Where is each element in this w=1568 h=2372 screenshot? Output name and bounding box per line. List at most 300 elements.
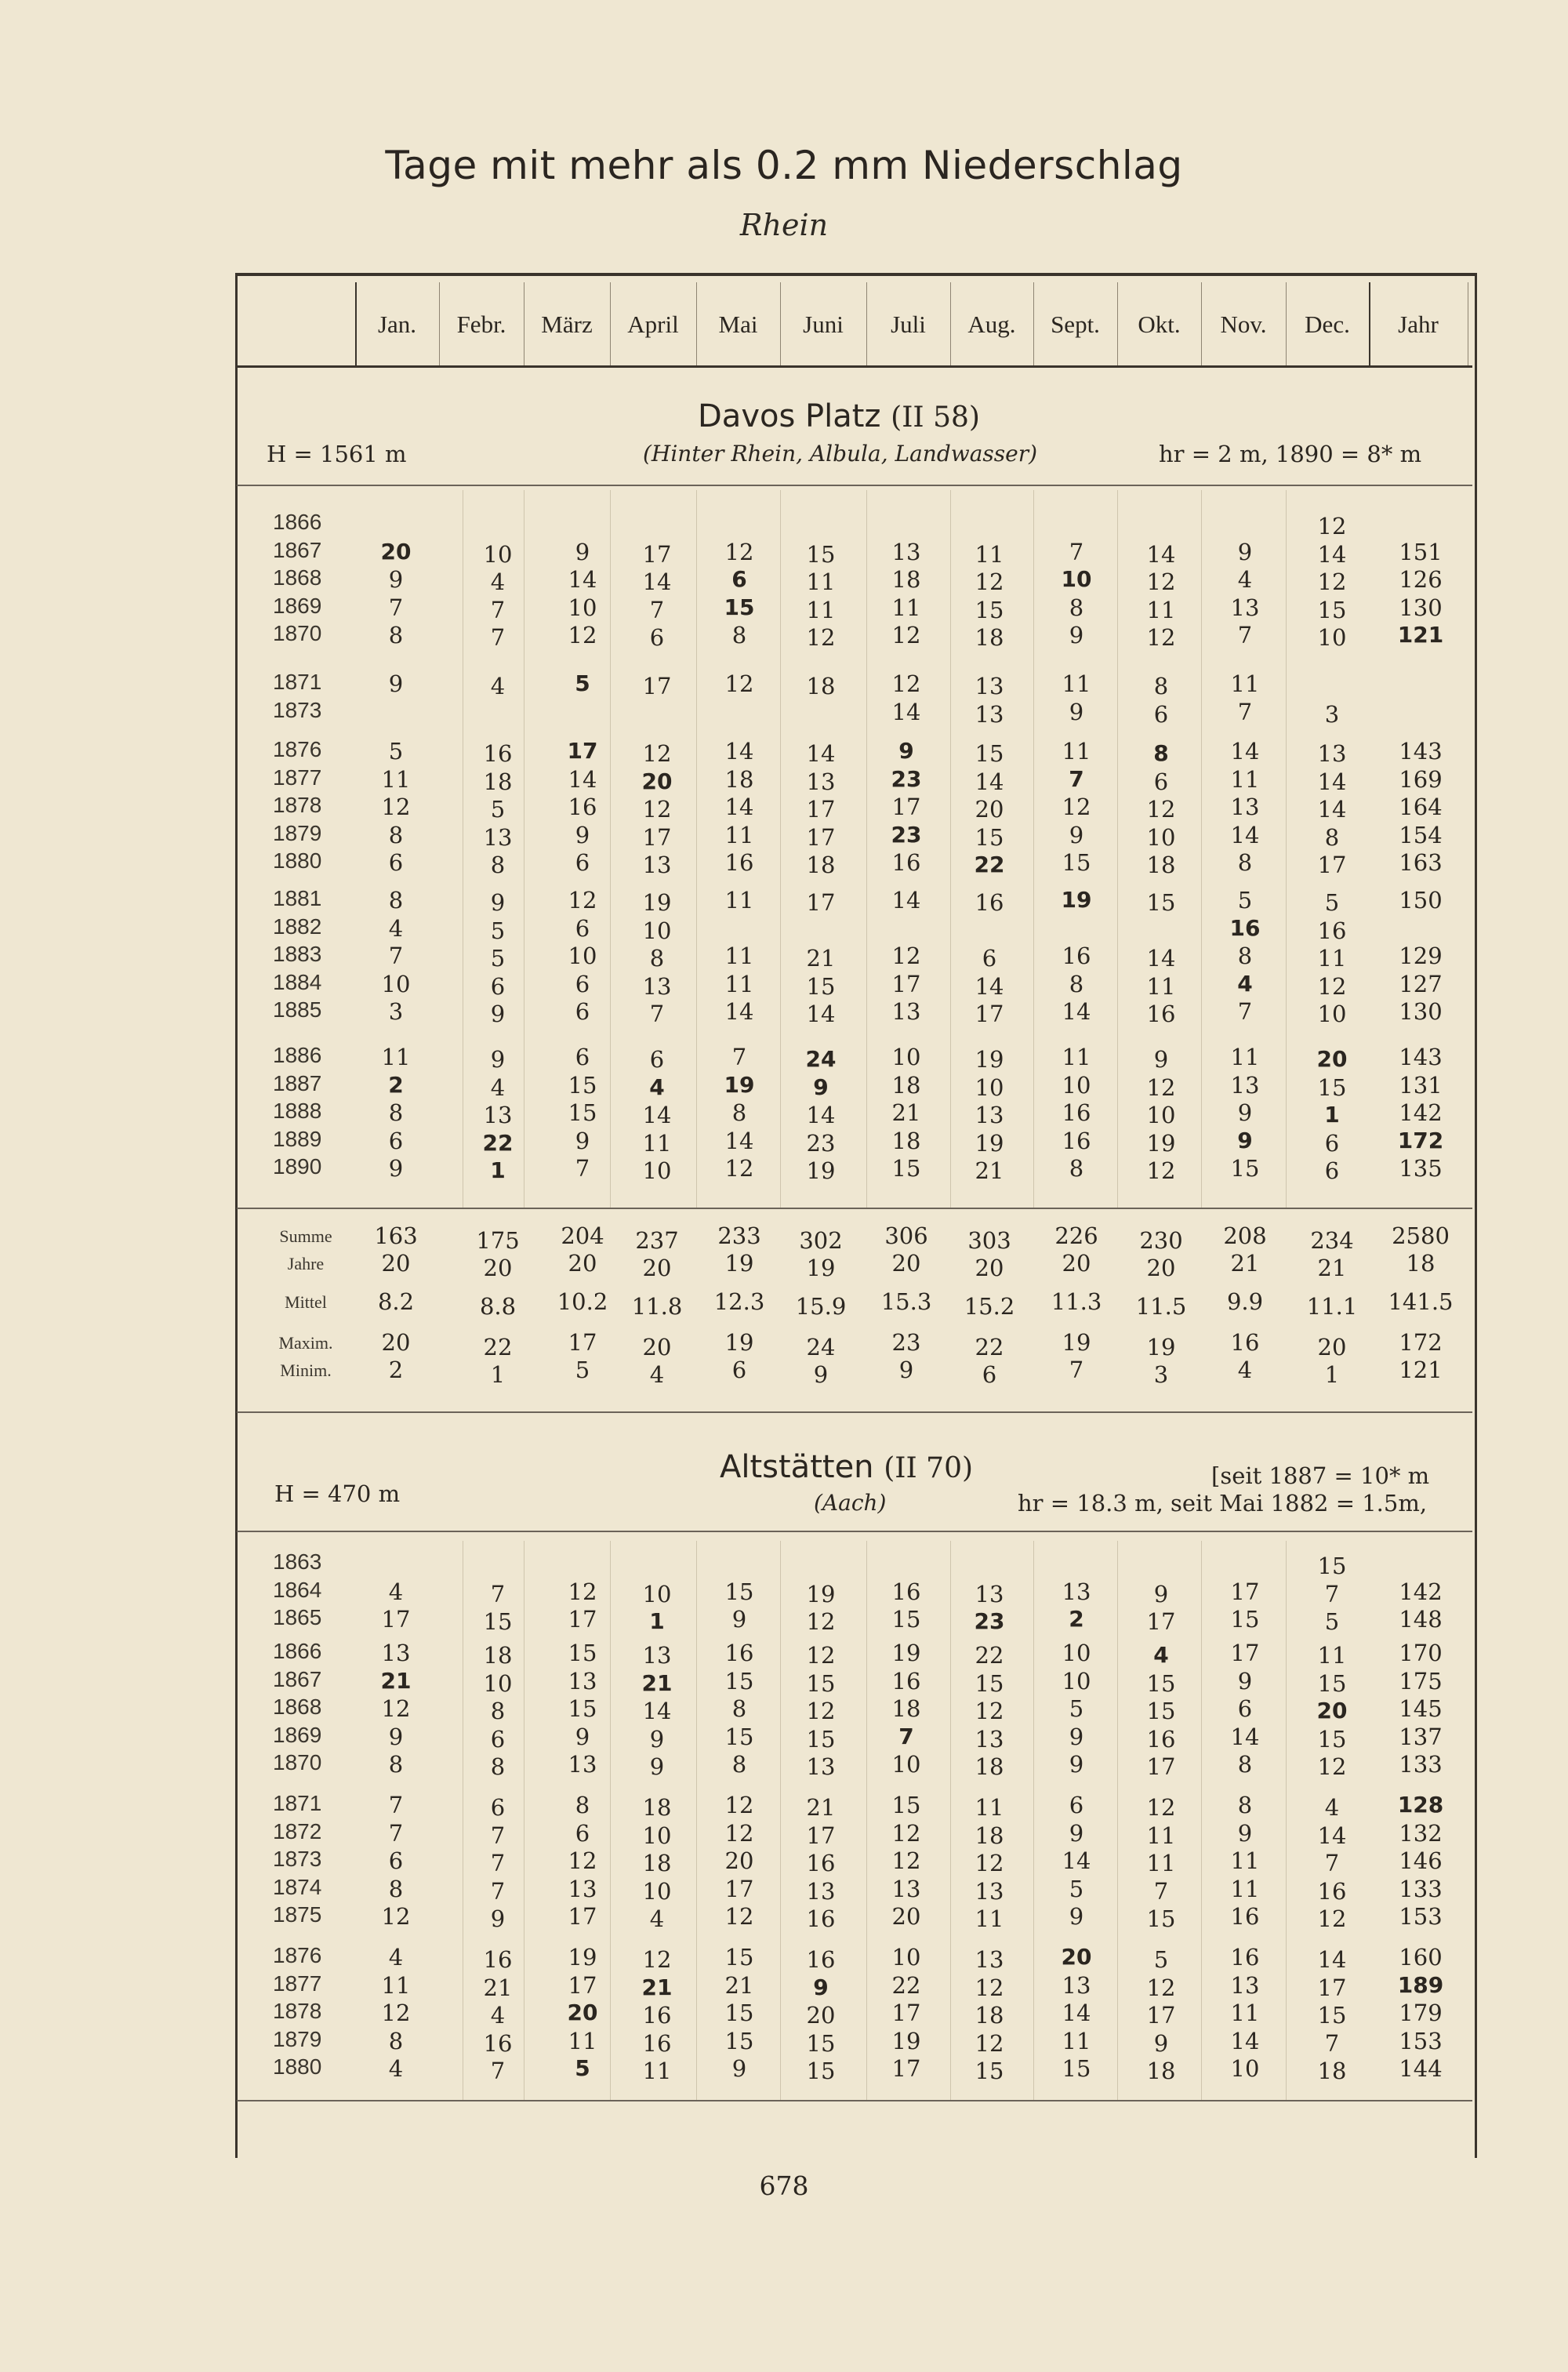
table-cell: 7 xyxy=(490,1877,506,1905)
station-1-height: H = 1561 m xyxy=(267,441,407,467)
table-cell: 17 xyxy=(567,738,598,764)
table-cell: 4 xyxy=(649,1361,665,1388)
column-header: Aug. xyxy=(967,311,1016,338)
table-cell: 15 xyxy=(568,1099,597,1126)
table-cell: 16 xyxy=(1062,943,1091,969)
table-cell: 18 xyxy=(975,1753,1004,1780)
table-cell: 4 xyxy=(649,1073,665,1100)
table-cell: 14 xyxy=(806,740,836,767)
table-cell: 19 xyxy=(806,1157,836,1184)
table-cell: 21 xyxy=(975,1157,1004,1184)
table-cell: 9 xyxy=(575,821,590,848)
column-guide xyxy=(1286,1541,1287,2100)
table-cell: 15.9 xyxy=(795,1293,847,1320)
table-cell: 5 xyxy=(575,1357,590,1383)
table-cell: 9 xyxy=(898,1357,914,1383)
table-cell: 14 xyxy=(806,1102,836,1128)
table-cell: 16 xyxy=(483,1946,513,1973)
table-cell: 15 xyxy=(568,1695,597,1722)
table-cell: 12 xyxy=(1317,1905,1347,1932)
table-cell: 13 xyxy=(975,673,1004,699)
table-cell: 15 xyxy=(1317,2002,1347,2029)
table-cell: 24 xyxy=(806,1334,836,1360)
table-cell: 2580 xyxy=(1392,1222,1450,1249)
table-cell: 11 xyxy=(1317,945,1347,972)
table-cell: 15 xyxy=(975,1669,1004,1697)
table-cell: 13 xyxy=(975,1877,1004,1905)
table-cell: 9 xyxy=(813,1361,829,1388)
table-cell: 8 xyxy=(1237,1751,1253,1778)
table-cell: 19 xyxy=(891,2027,921,2054)
table-cell: 18 xyxy=(891,1695,921,1722)
table-cell: 19 xyxy=(975,1046,1004,1073)
table-cell: 130 xyxy=(1399,594,1443,621)
table-cell: 130 xyxy=(1399,998,1443,1025)
table-cell: 11 xyxy=(891,594,921,621)
table-cell: 7 xyxy=(490,1822,506,1849)
column-guide xyxy=(696,1541,697,2100)
table-cell: 18 xyxy=(483,768,513,795)
table-cell: 17 xyxy=(891,970,921,997)
header-rule xyxy=(237,365,1472,368)
year-label: 1890 xyxy=(273,1154,322,1179)
page-title: Tage mit mehr als 0.2 mm Niederschlag xyxy=(385,143,1183,188)
table-cell: 6 xyxy=(490,972,506,1000)
table-cell: 11 xyxy=(642,1129,672,1157)
table-cell: 12 xyxy=(1146,796,1176,823)
column-guide xyxy=(780,490,781,1208)
column-guide xyxy=(1286,490,1287,1208)
table-cell: 14 xyxy=(642,1698,672,1724)
table-cell: 303 xyxy=(967,1227,1011,1254)
table-cell: 2 xyxy=(1069,1606,1084,1632)
table-cell: 19 xyxy=(642,889,672,916)
table-cell: 16 xyxy=(1230,1329,1260,1356)
station-1-rule xyxy=(237,485,1472,486)
table-cell: 11 xyxy=(1062,670,1091,697)
year-label: 1876 xyxy=(273,737,322,761)
table-cell: 10 xyxy=(891,1944,921,1971)
table-cell: 5 xyxy=(1153,1946,1169,1973)
year-label: 1863 xyxy=(273,1549,322,1574)
table-cell: 20 xyxy=(1061,1944,1092,1970)
summary-label: Minim. xyxy=(280,1360,332,1380)
column-guide xyxy=(610,1541,611,2100)
table-cell: 128 xyxy=(1397,1792,1444,1818)
table-cell: 13 xyxy=(806,1753,836,1780)
table-cell: 160 xyxy=(1399,1944,1443,1971)
table-cell: 12 xyxy=(1062,794,1091,820)
table-cell: 11 xyxy=(975,1794,1004,1821)
table-cell: 9 xyxy=(1069,622,1084,648)
table-cell: 7 xyxy=(490,624,506,651)
table-cell: 11 xyxy=(1062,738,1091,765)
table-cell: 9 xyxy=(1153,1046,1169,1073)
table-cell: 12 xyxy=(1317,972,1347,1000)
table-cell: 20 xyxy=(1317,1334,1347,1360)
table-cell: 144 xyxy=(1399,2055,1443,2082)
table-cell: 10 xyxy=(642,1157,672,1184)
table-cell: 17 xyxy=(806,823,836,851)
year-label: 1881 xyxy=(273,886,322,910)
table-cell: 17 xyxy=(891,794,921,820)
table-cell: 12 xyxy=(724,538,754,565)
table-cell: 121 xyxy=(1397,622,1444,648)
table-cell: 10 xyxy=(1062,1640,1091,1666)
table-cell: 23 xyxy=(891,821,922,848)
table-cell: 175 xyxy=(1399,1667,1443,1695)
table-cell: 2 xyxy=(388,1357,404,1383)
table-cell: 18 xyxy=(806,673,836,699)
table-cell: 19 xyxy=(724,1329,754,1356)
year-label: 1873 xyxy=(273,697,322,722)
table-cell: 18 xyxy=(1146,2058,1176,2084)
table-cell: 12 xyxy=(724,670,754,697)
table-cell: 14 xyxy=(1062,2000,1091,2026)
table-cell: 16 xyxy=(642,2029,672,2057)
table-cell: 20 xyxy=(641,768,673,794)
table-cell: 8 xyxy=(388,887,404,914)
year-label: 1865 xyxy=(273,1605,322,1629)
table-cell: 17 xyxy=(568,1329,597,1356)
table-cell: 15 xyxy=(975,2058,1004,2084)
table-cell: 14 xyxy=(975,768,1004,795)
table-cell: 17 xyxy=(1230,1578,1260,1605)
table-cell: 20 xyxy=(483,1255,513,1281)
table-cell: 9 xyxy=(813,1073,829,1100)
table-cell: 16 xyxy=(806,1905,836,1932)
table-cell: 208 xyxy=(1223,1222,1267,1249)
table-cell: 9 xyxy=(575,538,590,565)
table-cell: 1 xyxy=(490,1157,506,1183)
column-header: Sept. xyxy=(1051,311,1100,338)
table-cell: 9 xyxy=(1069,1903,1084,1930)
table-cell: 126 xyxy=(1399,566,1443,593)
table-cell: 12 xyxy=(381,1903,411,1930)
table-cell: 15 xyxy=(724,1578,754,1605)
table-cell: 148 xyxy=(1399,1606,1443,1633)
table-cell: 4 xyxy=(490,1073,506,1101)
table-cell: 8 xyxy=(388,1751,404,1778)
table-cell: 10 xyxy=(1062,1071,1091,1099)
year-label: 1878 xyxy=(273,1999,322,2023)
table-cell: 15 xyxy=(806,1725,836,1753)
table-cell: 204 xyxy=(561,1222,604,1249)
column-guide xyxy=(866,1541,867,2100)
table-cell: 20 xyxy=(568,1250,597,1277)
year-label: 1867 xyxy=(273,1666,322,1691)
table-cell: 15 xyxy=(975,596,1004,623)
table-cell: 18 xyxy=(975,624,1004,651)
table-cell: 12 xyxy=(642,740,672,767)
table-cell: 12 xyxy=(1146,1073,1176,1101)
table-cell: 6 xyxy=(1153,768,1169,795)
table-cell: 15 xyxy=(975,823,1004,851)
year-label: 1886 xyxy=(273,1043,322,1067)
table-cell: 11 xyxy=(975,1905,1004,1932)
table-cell: 18 xyxy=(1146,852,1176,878)
table-cell: 16 xyxy=(891,849,921,876)
table-cell: 14 xyxy=(1317,768,1347,795)
table-cell: 163 xyxy=(1399,849,1443,876)
table-cell: 21 xyxy=(1317,1255,1347,1281)
table-cell: 12 xyxy=(891,1819,921,1847)
year-label: 1879 xyxy=(273,2026,322,2051)
table-cell: 1 xyxy=(490,1361,506,1388)
table-cell: 15 xyxy=(1062,849,1091,876)
table-cell: 13 xyxy=(642,1642,672,1669)
table-cell: 127 xyxy=(1399,970,1443,997)
table-cell: 8 xyxy=(1069,594,1084,621)
summary-label: Maxim. xyxy=(278,1333,333,1353)
table-cell: 11 xyxy=(1146,972,1176,1000)
table-cell: 4 xyxy=(649,1905,665,1932)
table-cell: 15 xyxy=(1317,1553,1347,1579)
table-cell: 154 xyxy=(1399,821,1443,848)
table-cell: 7 xyxy=(388,943,404,969)
table-cell: 12 xyxy=(975,568,1004,595)
table-cell: 15 xyxy=(1230,1155,1260,1182)
table-cell: 12 xyxy=(1146,568,1176,595)
table-cell: 12 xyxy=(724,1792,754,1818)
table-cell: 226 xyxy=(1054,1222,1098,1249)
column-header: Juli xyxy=(891,311,926,338)
table-cell: 12 xyxy=(891,943,921,969)
summary-label: Jahre xyxy=(287,1254,325,1273)
table-cell: 11 xyxy=(1317,1642,1347,1669)
table-cell: 9 xyxy=(1237,1099,1253,1126)
table-cell: 6 xyxy=(575,970,590,997)
table-cell: 16 xyxy=(483,740,513,767)
table-cell: 13 xyxy=(975,1946,1004,1973)
table-cell: 6 xyxy=(575,914,590,942)
table-cell: 15 xyxy=(1146,1698,1176,1724)
table-cell: 15 xyxy=(724,2000,754,2026)
table-cell: 9 xyxy=(898,738,914,764)
table-cell: 12 xyxy=(724,1819,754,1847)
table-cell: 7 xyxy=(898,1723,914,1749)
table-cell: 20 xyxy=(381,1250,411,1277)
table-cell: 9 xyxy=(1069,1819,1084,1847)
column-guide xyxy=(696,490,697,1208)
column-header: Jan. xyxy=(377,311,417,338)
column-separator xyxy=(355,282,357,365)
table-cell: 22 xyxy=(483,1334,513,1360)
table-cell: 133 xyxy=(1399,1751,1443,1778)
table-cell: 12 xyxy=(891,670,921,697)
table-cell: 4 xyxy=(388,1944,404,1971)
table-cell: 20 xyxy=(1062,1250,1091,1277)
table-cell: 20 xyxy=(381,1329,411,1356)
column-separator xyxy=(950,282,951,365)
year-label: 1880 xyxy=(273,848,322,873)
page-subtitle: Rhein xyxy=(739,208,829,242)
table-cell: 11 xyxy=(724,970,754,997)
table-cell: 16 xyxy=(1230,1944,1260,1971)
column-guide xyxy=(866,490,867,1208)
table-cell: 18 xyxy=(975,1822,1004,1849)
column-header: Mai xyxy=(718,311,758,338)
table-cell: 12 xyxy=(975,1974,1004,2001)
table-cell: 5 xyxy=(1069,1875,1084,1902)
year-label: 1871 xyxy=(273,1791,322,1815)
table-cell: 16 xyxy=(1317,917,1347,944)
table-cell: 14 xyxy=(1317,1822,1347,1849)
table-cell: 20 xyxy=(724,1847,754,1874)
table-cell: 4 xyxy=(490,568,506,595)
table-cell: 20 xyxy=(891,1250,921,1277)
table-cell: 12 xyxy=(724,1155,754,1182)
column-header: April xyxy=(627,311,679,338)
table-cell: 4 xyxy=(1237,970,1253,997)
table-cell: 13 xyxy=(568,1875,597,1902)
table-cell: 5 xyxy=(490,917,506,944)
year-label: 1864 xyxy=(273,1577,322,1602)
table-cell: 11 xyxy=(642,2058,672,2084)
column-header: Nov. xyxy=(1220,311,1267,338)
column-separator xyxy=(696,282,697,365)
table-cell: 11 xyxy=(381,1044,411,1070)
table-cell: 9 xyxy=(388,1155,404,1182)
page-number: 678 xyxy=(759,2170,809,2201)
table-cell: 9 xyxy=(1237,1127,1253,1153)
column-header: Febr. xyxy=(456,311,506,338)
table-cell: 16 xyxy=(642,2002,672,2029)
table-cell: 4 xyxy=(490,2002,506,2029)
table-cell: 12 xyxy=(381,2000,411,2026)
table-cell: 16 xyxy=(806,1850,836,1876)
table-cell: 13 xyxy=(1230,1071,1260,1099)
year-label: 1871 xyxy=(273,670,322,694)
table-cell: 8 xyxy=(388,622,404,648)
table-cell: 20 xyxy=(642,1255,672,1281)
table-cell: 17 xyxy=(806,1822,836,1849)
table-cell: 6 xyxy=(490,1725,506,1753)
table-cell: 1 xyxy=(649,1608,665,1634)
table-cell: 9 xyxy=(388,566,404,593)
table-cell: 14 xyxy=(1062,998,1091,1025)
table-cell: 16 xyxy=(891,1667,921,1695)
table-cell: 7 xyxy=(1237,622,1253,648)
table-cell: 9 xyxy=(575,1127,590,1154)
table-cell: 9 xyxy=(1069,1751,1084,1778)
table-cell: 20 xyxy=(380,538,412,565)
table-cell: 17 xyxy=(806,796,836,823)
table-cell: 17 xyxy=(1317,852,1347,878)
table-cell: 11 xyxy=(806,596,836,623)
table-cell: 17 xyxy=(568,1903,597,1930)
table-cell: 12 xyxy=(975,1850,1004,1876)
table-cell: 22 xyxy=(975,1334,1004,1360)
year-label: 1872 xyxy=(273,1818,322,1843)
table-cell: 16 xyxy=(1229,914,1261,941)
table-cell: 16 xyxy=(1062,1127,1091,1154)
table-cell: 7 xyxy=(1069,1357,1084,1383)
table-cell: 7 xyxy=(1324,1850,1340,1876)
table-cell: 10.2 xyxy=(557,1288,608,1315)
table-cell: 13 xyxy=(1062,1971,1091,1999)
table-cell: 14 xyxy=(724,738,754,765)
table-cell: 145 xyxy=(1399,1695,1443,1722)
column-separator xyxy=(610,282,611,365)
year-label: 1878 xyxy=(273,793,322,817)
table-cell: 13 xyxy=(1317,740,1347,767)
station-2-name: Altstätten (II 70) xyxy=(720,1449,974,1485)
table-cell: 7 xyxy=(490,1850,506,1876)
table-cell: 21 xyxy=(641,1974,673,2000)
year-label: 1889 xyxy=(273,1126,322,1151)
table-bottom-rule xyxy=(237,2100,1472,2101)
table-cell: 11 xyxy=(724,943,754,969)
column-separator xyxy=(1201,282,1202,365)
station-2-height: H = 470 m xyxy=(274,1480,401,1507)
table-cell: 15 xyxy=(806,972,836,1000)
table-cell: 17 xyxy=(1317,1974,1347,2001)
table-cell: 16 xyxy=(1146,1001,1176,1027)
table-cell: 12 xyxy=(642,796,672,823)
column-separator xyxy=(866,282,867,365)
table-cell: 6 xyxy=(982,1361,997,1388)
year-label: 1884 xyxy=(273,969,322,994)
table-cell: 15 xyxy=(806,540,836,568)
table-cell: 21 xyxy=(806,1794,836,1821)
table-cell: 10 xyxy=(891,1044,921,1070)
table-cell: 172 xyxy=(1397,1127,1444,1153)
table-cell: 5 xyxy=(1324,1608,1340,1635)
table-cell: 18 xyxy=(1406,1250,1436,1277)
table-cell: 16 xyxy=(568,794,597,820)
year-label: 1870 xyxy=(273,1750,322,1774)
table-cell: 16 xyxy=(891,1578,921,1605)
table-cell: 7 xyxy=(490,2058,506,2084)
table-cell: 12 xyxy=(891,1847,921,1874)
table-cell: 1 xyxy=(1324,1361,1340,1388)
station-2-gauge-note: [seit 1887 = 10* m xyxy=(1211,1462,1430,1489)
table-cell: 6 xyxy=(1324,1157,1340,1184)
table-cell: 18 xyxy=(724,765,754,793)
table-cell: 15 xyxy=(806,2058,836,2084)
table-cell: 15.3 xyxy=(880,1288,932,1315)
table-cell: 14 xyxy=(724,794,754,820)
table-cell: 10 xyxy=(642,1580,672,1607)
table-cell: 3 xyxy=(388,998,404,1025)
year-label: 1885 xyxy=(273,997,322,1022)
table-cell: 141.5 xyxy=(1388,1288,1454,1315)
table-cell: 22 xyxy=(974,852,1005,877)
table-cell: 15 xyxy=(724,2027,754,2054)
table-cell: 15 xyxy=(724,1667,754,1695)
table-cell: 15 xyxy=(483,1608,513,1635)
table-cell: 142 xyxy=(1399,1099,1443,1126)
table-cell: 10 xyxy=(642,917,672,944)
table-cell: 4 xyxy=(1237,1357,1253,1383)
table-cell: 131 xyxy=(1399,1071,1443,1099)
table-cell: 237 xyxy=(635,1227,679,1254)
table-cell: 17 xyxy=(642,673,672,699)
table-cell: 20 xyxy=(975,1255,1004,1281)
station-2-rule xyxy=(237,1531,1472,1532)
table-cell: 10 xyxy=(1062,1667,1091,1695)
table-cell: 14 xyxy=(1062,1847,1091,1874)
column-header: Jahr xyxy=(1398,311,1439,338)
table-cell: 18 xyxy=(891,1127,921,1154)
table-cell: 142 xyxy=(1399,1578,1443,1605)
table-cell: 6 xyxy=(731,566,747,592)
table-cell: 19 xyxy=(806,1580,836,1607)
table-cell: 172 xyxy=(1399,1329,1443,1356)
table-cell: 6 xyxy=(1324,1129,1340,1157)
station-1-rivers: (Hinter Rhein, Albula, Landwasser) xyxy=(643,441,1038,467)
